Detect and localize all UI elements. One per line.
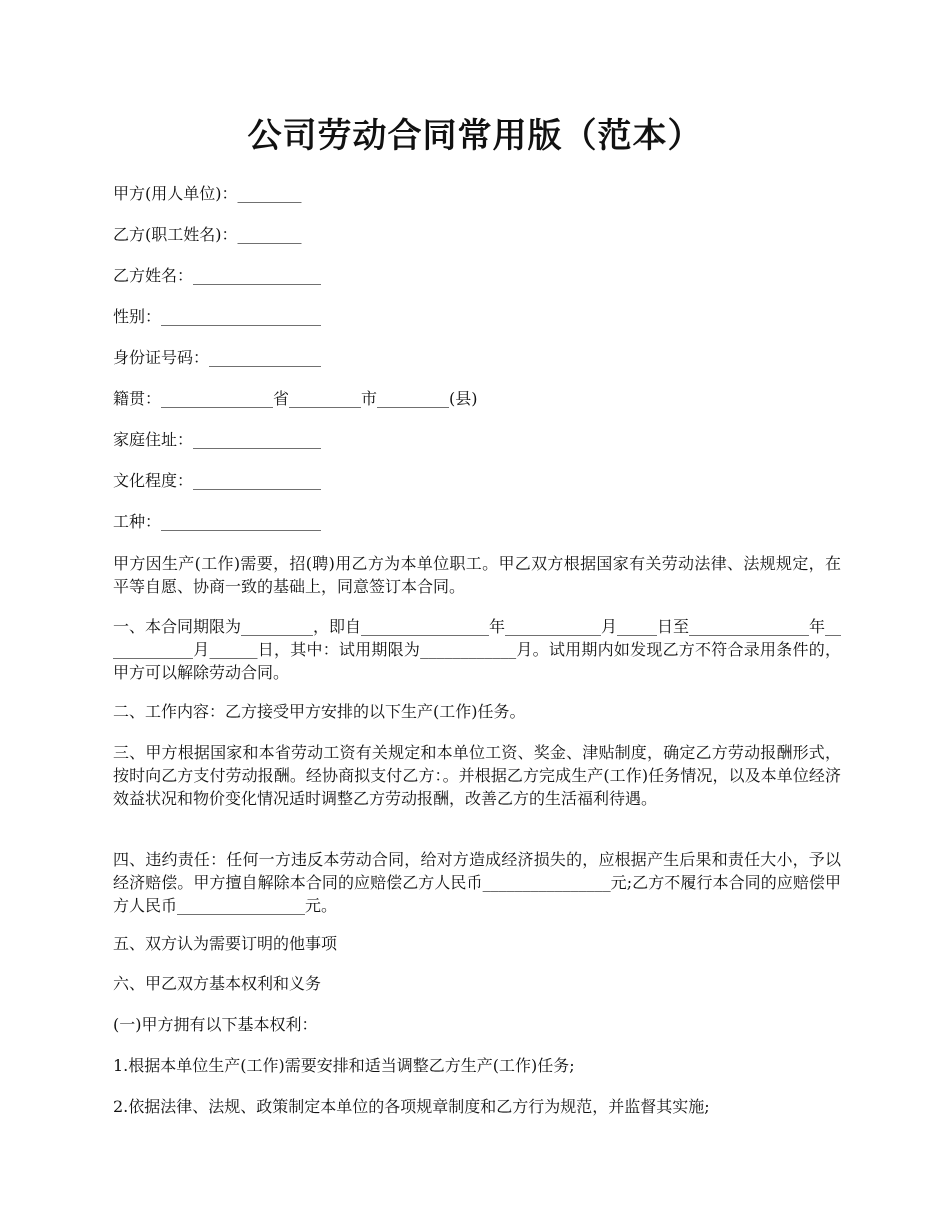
paragraph-liability: 四、违约责任：任何一方违反本劳动合同，给对方造成经济损失的，应根据产生后果和责任大小，予以经济赔偿。甲方擅自解除本合同的应赔偿乙方人民币________________元;乙方不履行本合同的应赔偿甲方人民币________________元。 <box>113 850 841 915</box>
field-id-number: 身份证号码：______________ <box>113 348 322 367</box>
paragraph-intro: 甲方因生产(工作)需要，招(聘)用乙方为本单位职工。甲乙双方根据国家有关劳动法律、法规规定，在平等自愿、协商一致的基础上，同意签订本合同。 <box>113 554 841 596</box>
field-party-b: 乙方(职工姓名)：________ <box>113 225 302 244</box>
paragraph-party-a-rights: (一)甲方拥有以下基本权利： <box>113 1015 318 1034</box>
field-home-address: 家庭住址：________________ <box>113 430 322 449</box>
paragraph-other-matters: 五、双方认为需要订明的他事项 <box>113 934 338 953</box>
paragraph-rights-duties: 六、甲乙双方基本权利和义务 <box>113 974 322 993</box>
paragraph-term: 一、本合同期限为_________，即自________________年____________月_____日至_______________年____________月______日，其中：试用期限为____________月。试用期内如发现乙方不符合录用条件的，甲方可以解除劳动合同。 <box>113 617 842 682</box>
field-name: 乙方姓名：________________ <box>113 266 322 285</box>
paragraph-work-content: 二、工作内容：乙方接受甲方安排的以下生产(工作)任务。 <box>113 702 526 721</box>
field-party-a: 甲方(用人单位)：________ <box>113 184 302 203</box>
field-native-place: 籍贯：______________省_________市_________(县) <box>113 389 478 408</box>
paragraph-remuneration: 三、甲方根据国家和本省劳动工资有关规定和本单位工资、奖金、津贴制度，确定乙方劳动报酬形式，按时向乙方支付劳动报酬。经协商拟支付乙方：。并根据乙方完成生产(工作)任务情况，以及本单位经济效益状况和物价变化情况适时调整乙方劳动报酬，改善乙方的生活福利待遇。 <box>113 743 841 808</box>
field-education: 文化程度：________________ <box>113 471 322 490</box>
field-gender: 性别：____________________ <box>113 307 322 326</box>
paragraph-right-2: 2.依据法律、法规、政策制定本单位的各项规章制度和乙方行为规范，并监督其实施; <box>113 1097 710 1116</box>
field-job-type: 工种：____________________ <box>113 512 322 531</box>
paragraph-right-1: 1.根据本单位生产(工作)需要安排和适当调整乙方生产(工作)任务; <box>113 1056 575 1075</box>
document-title: 公司劳动合同常用版（范本） <box>247 116 703 156</box>
